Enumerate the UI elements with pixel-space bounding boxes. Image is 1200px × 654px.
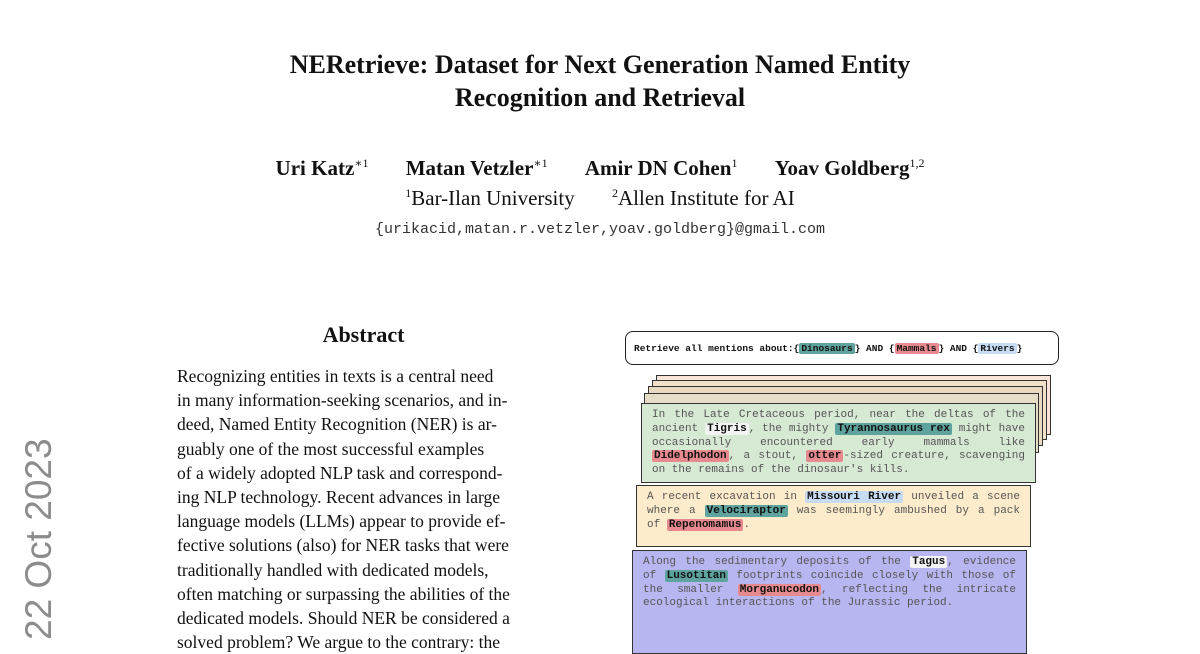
abstract-line: traditionally handled with dedicated models, — [177, 559, 489, 580]
entity-dinosaur: Velociraptor — [706, 504, 786, 517]
abstract-line: Recognizing entities in texts is a central need — [177, 366, 494, 386]
doc-text: , evidence of — [643, 556, 1016, 582]
retrieved-document-1 — [641, 403, 1036, 483]
author — [406, 156, 548, 180]
doc-text: A recent excavation in — [647, 491, 806, 503]
entity-dinosaur: Tyrannosaurus rex — [837, 422, 950, 435]
abstract-text — [177, 364, 550, 654]
doc-text: footprints coincide closely with those of the smaller — [643, 569, 1016, 596]
abstract-line: solved problem? We argue to the contrary: the — [177, 632, 501, 653]
author-sup: 1 — [731, 156, 738, 170]
author — [585, 156, 738, 180]
entity-river: Tigris — [707, 422, 747, 435]
author-sup: ∗1 — [354, 156, 369, 170]
doc-text: unveiled a scene where a — [647, 491, 1020, 517]
abstract-line: deed, Named Entity Recognition (NER) is ar- — [177, 414, 497, 435]
abstract-line: often matching or surpassing the abilities of the — [177, 583, 510, 604]
entity-mammal: Repenomamus — [668, 518, 742, 531]
query-entity-mammals: Mammals — [896, 342, 937, 354]
abstract-line: in many information-seeking scenarios, and in- — [177, 390, 508, 411]
title-line-1: NERetrieve: Dataset for Next Generation Named Entity — [289, 50, 911, 79]
query-prefix: Retrieve all mentions about: — [634, 342, 794, 354]
author-sup: 1,2 — [909, 156, 925, 170]
affiliations — [0, 186, 1200, 211]
entity-dinosaur: Lusotitan — [666, 569, 727, 582]
affiliation-name: Bar-Ilan University — [411, 186, 575, 210]
abstract-heading: Abstract — [322, 322, 405, 347]
abstract-line: dedicated models. Should NER be considered a — [177, 608, 510, 629]
retrieved-document-2 — [636, 485, 1031, 547]
entity-mammal: Morganucodon — [739, 583, 820, 596]
author-name: Amir DN Cohen — [584, 156, 732, 180]
author-name: Uri Katz — [275, 156, 355, 180]
affiliation-sup: 2 — [611, 186, 618, 200]
doc-text: In the Late Cretaceous period, near the deltas of the ancient — [652, 409, 1025, 435]
author-name: Matan Vetzler — [405, 156, 534, 180]
affiliation-name: Allen Institute for AI — [617, 186, 795, 210]
author-name: Yoav Goldberg — [774, 156, 910, 180]
paper-title — [0, 48, 1200, 114]
retrieval-query-box: Retrieve all mentions about: { Dinosaurs } AND { Mammals } AND { Rivers } — [625, 331, 1059, 365]
doc-text: , a stout, — [728, 450, 807, 463]
abstract-line: of a widely adopted NLP task and correspond- — [177, 462, 503, 483]
author-sup: ∗1 — [533, 156, 548, 170]
abstract-line: fective solutions (also) for NER tasks that were — [177, 535, 509, 556]
affiliation — [405, 186, 574, 210]
doc-text: . — [743, 518, 751, 531]
doc-text: might have occasionally encountered early mammals like — [652, 422, 1026, 449]
abstract-line: ing NLP technology. Recent advances in large — [177, 487, 501, 508]
retrieved-document-3 — [632, 550, 1027, 654]
entity-mammal: Didelphodon — [654, 450, 727, 463]
author-list — [0, 156, 1200, 181]
doc-text: -sized creature, scavenging on the remains of the dinosaur's kills. — [652, 450, 1025, 477]
arxiv-date-stamp: 22 Oct 2023 — [18, 438, 59, 640]
abstract-line: guably one of the most successful examples — [177, 438, 485, 459]
query-and: AND — [944, 342, 973, 354]
doc-text: was seemingly ambushed by a pack of — [647, 504, 1020, 531]
author — [276, 156, 369, 180]
query-entity-rivers: Rivers — [980, 342, 1015, 354]
doc-text: , reflecting the intricate ecological interactions of the Jurassic period. — [643, 583, 1016, 610]
entity-river: Tagus — [912, 556, 946, 568]
doc-text: Along the sedimentary deposits of the — [643, 556, 911, 568]
author-emails: {urikacid,matan.r.vetzler,yoav.goldberg}@gmail.com — [374, 221, 826, 238]
query-entity-dinosaurs: Dinosaurs — [801, 342, 853, 354]
doc-text: , the mighty — [748, 422, 836, 435]
abstract-line: language models (LLMs) appear to provide ef- — [177, 511, 506, 532]
author — [775, 156, 925, 180]
entity-mammal: otter — [808, 450, 842, 463]
affiliation-sup: 1 — [405, 186, 412, 200]
affiliation — [612, 186, 795, 210]
title-line-2: Recognition and Retrieval — [454, 83, 746, 112]
query-and: AND — [860, 342, 889, 354]
entity-river: Missouri River — [807, 491, 902, 503]
